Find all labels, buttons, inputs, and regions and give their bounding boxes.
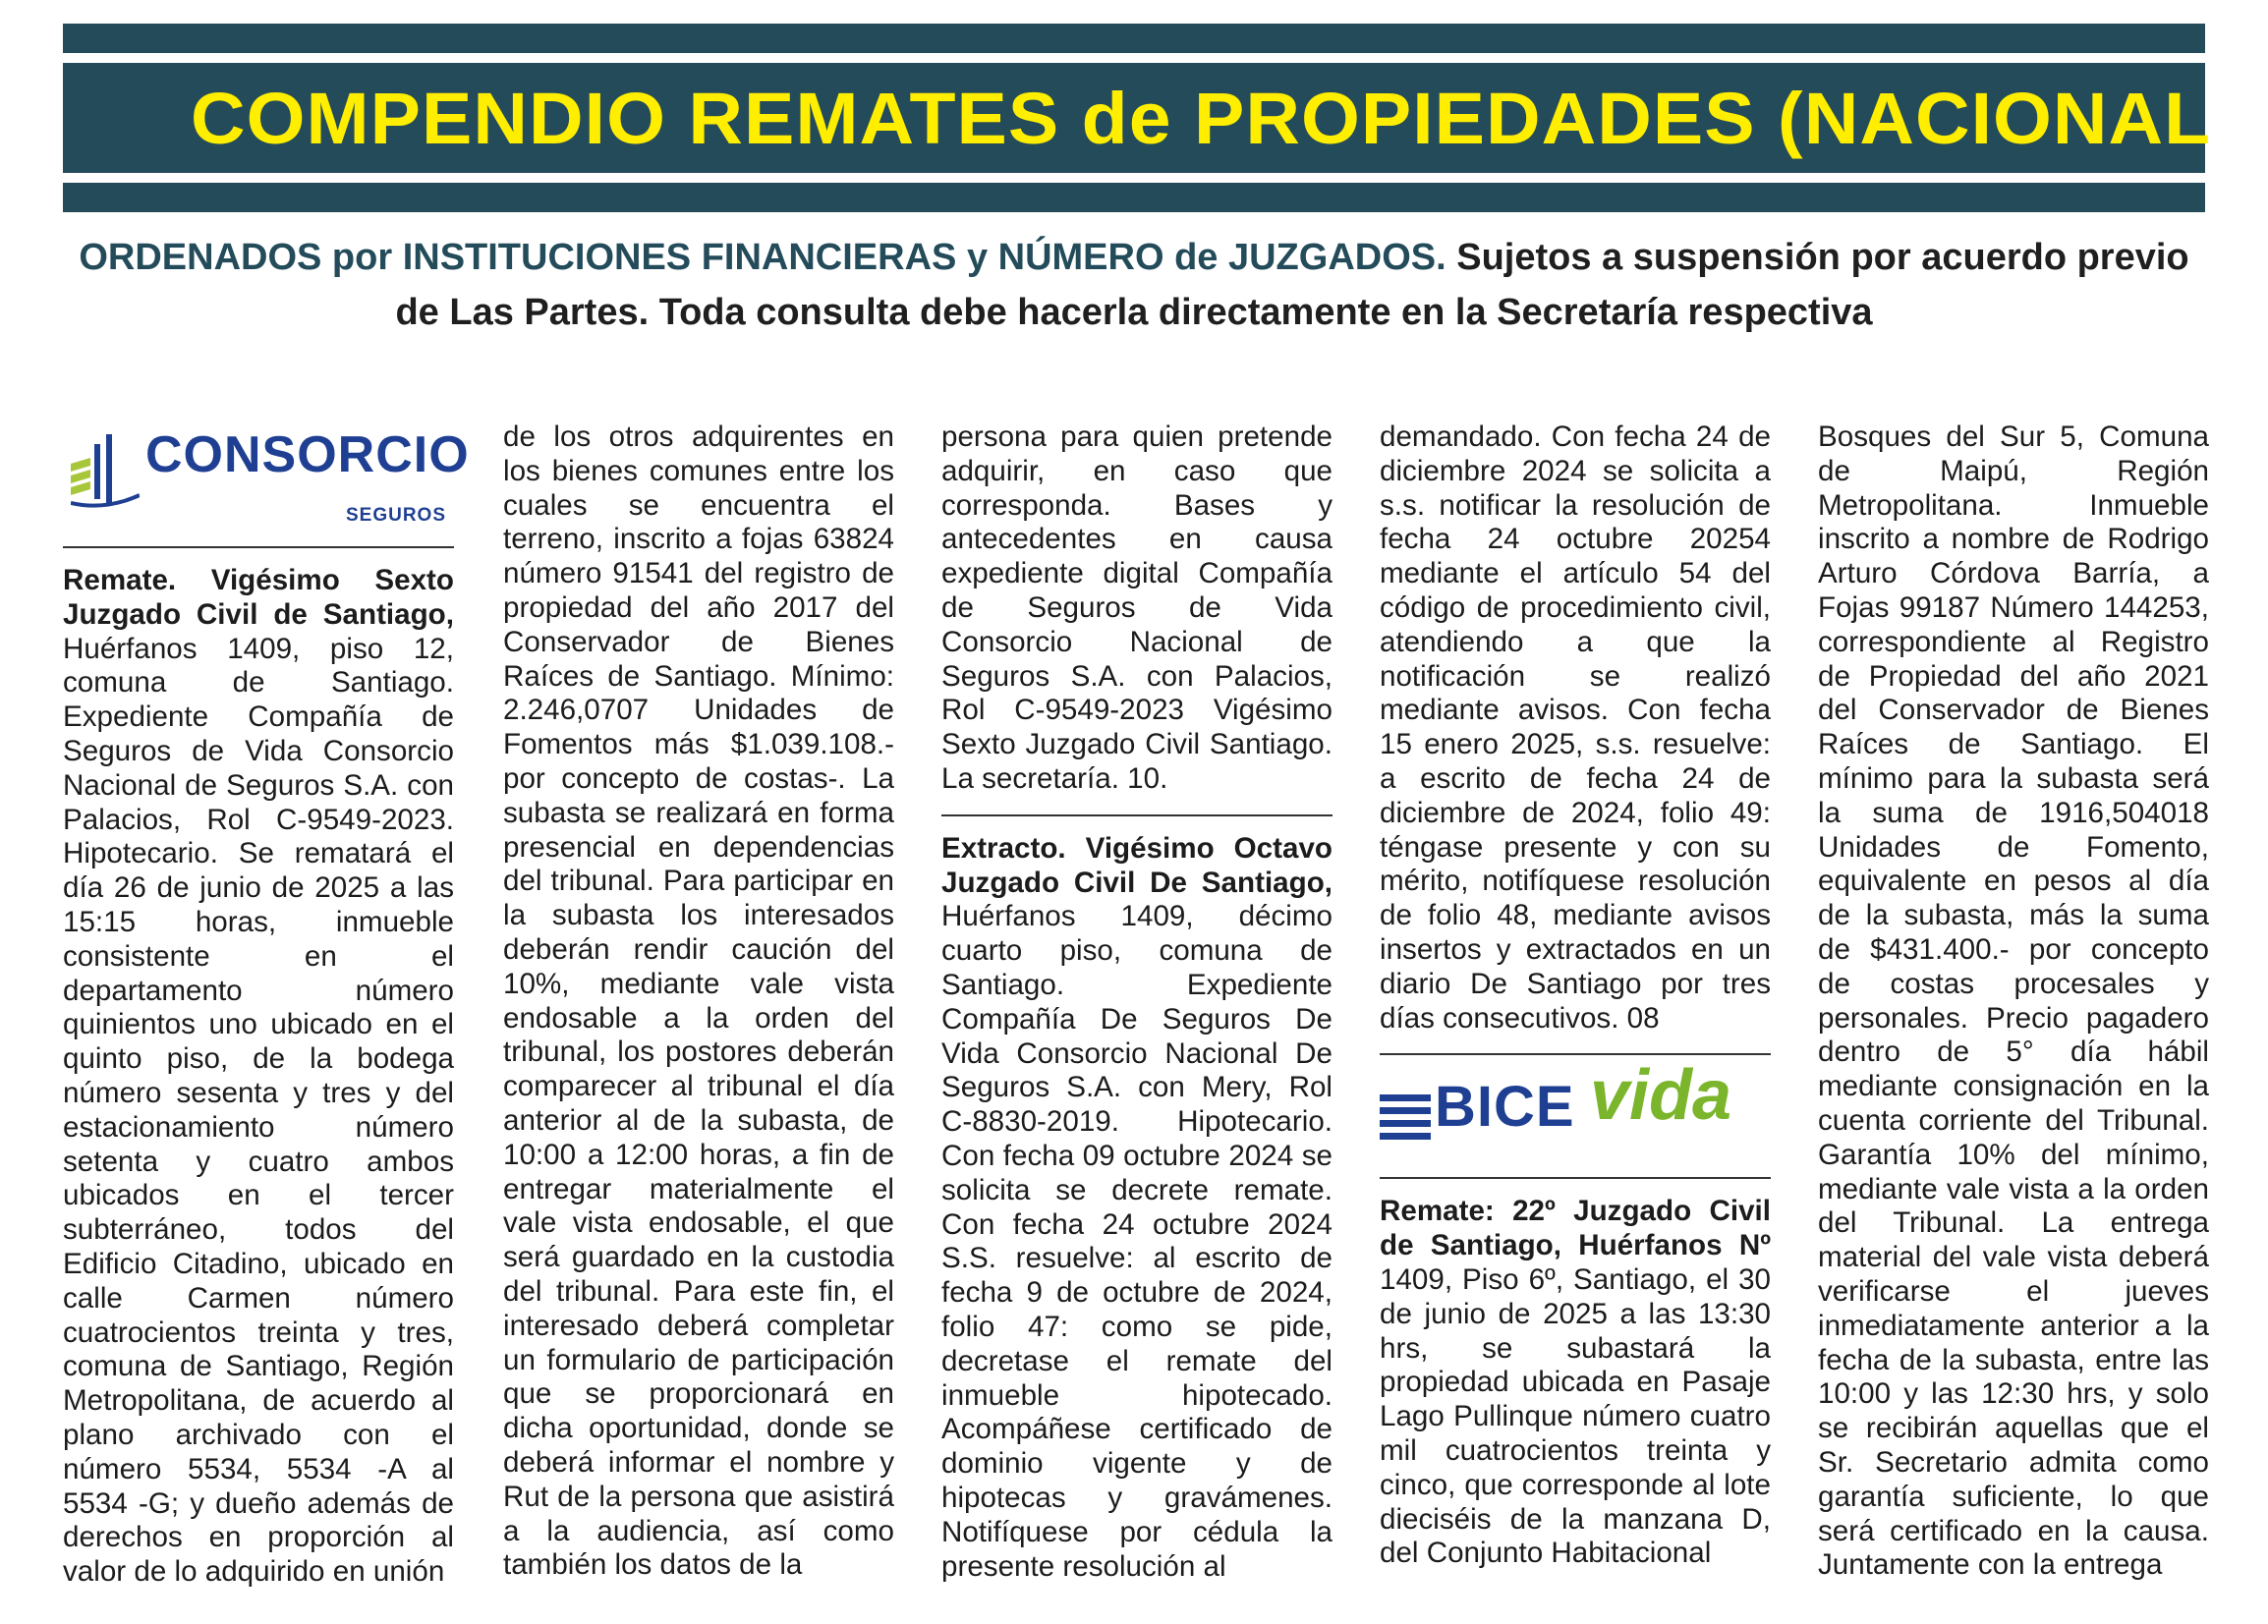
column-1	[63, 420, 470, 1599]
notice-1-heading: Remate. Vigésimo Sexto Juzgado Civil de Santiago,	[63, 564, 454, 631]
page-title: COMPENDIO REMATES de PROPIEDADES (NACIONAL	[191, 77, 2212, 159]
column-5	[1818, 420, 2209, 1599]
bice-vida-logo	[1380, 1056, 1771, 1159]
divider	[1380, 1053, 1771, 1055]
notice-1-body: Huérfanos 1409, piso 12, comuna de Santiago. Expediente Compañía de Seguros de Vida Consorcio Nacional de Seguros S.A. con Palacios, Rol C-9549-2023. Hipotecario. Se rematará el día 26 de junio de 2025 a las 15:15 horas, inmueble consistente en el departamento número quinientos uno ubicado en el quinto piso, de la bodega número sesenta y tres y del estacionamiento número setenta y cuatro ambos ubicados en el tercer subterráneo, todos del Edificio Citadino, ubicado en calle Carmen número cuatrocientos treinta y tres, comuna de Santiago, Región Metropolitana, de acuerdo al plano archivado con el número 5534, 5534 -A al 5534 -G; y dueño además de derechos en proporción al valor de lo adquirido en unión	[63, 632, 454, 1589]
banner-bottom-stripe	[63, 183, 2205, 212]
subtitle	[63, 230, 2205, 340]
bice-wordmark: BICE	[1435, 1075, 1575, 1140]
banner	[63, 63, 2212, 173]
notice-1-cont-a: de los otros adquirentes en los bienes comunes entre los cuales se encuentra el terreno, inscrito a fojas 63824 número 91541 del registro de propiedad del año 2017 del Conservador de Bienes Raíces de Santiago. Mínimo: 2.246,0707 Unidades de Fomentos más $1.039.108.- por concepto de costas-. La subasta se realizará en forma presencial en dependencias del tribunal. Para participar en la subasta los interesados deberán rendir caución del 10%, mediante vale vista endosable a la orden del tribunal, los postores deberán comparecer al tribunal el día anterior al de la subasta, de 10:00 a 12:00 horas, a fin de entregar materialmente el vale vista endosable, el que será guardado en la custodia del tribunal. Para este fin, el interesado deberá completar un formulario de participación que se proporcionará en dicha oportunidad, donde se deberá informar el nombre y Rut de la persona que asistirá a la audiencia, así como también los datos de la	[503, 420, 894, 1582]
notice-3-cont: Bosques del Sur 5, Comuna de Maipú, Región Metropolitana. Inmueble inscrito a nombre de Rodrigo Arturo Córdova Barría, a Fojas 99187 Número 144253, correspondiente al Registro de Propiedad del año 2021 del Conservador de Bienes Raíces de Santiago. El mínimo para la subasta será la suma de 1916,504018 Unidades de Fomento, equivalente en pesos al día de la subasta, más la suma de $431.400.- por concepto de costas procesales y personales. Precio pagadero dentro de 5° día hábil mediante consignación en la cuenta corriente del Tribunal. Garantía 10% del mínimo, mediante vale vista a la orden del Tribunal. La entrega material del vale vista deberá verificarse el jueves inmediatamente anterior a la fecha de la subasta, entre las 10:00 y las 12:30 hrs, y solo se recibirán aquellas que el Sr. Secretario admita como garantía suficiente, lo que será certificado en la causa. Juntamente con la entrega	[1818, 420, 2209, 1582]
notice-3	[1380, 1195, 1771, 1571]
consorcio-subtitle: SEGUROS	[345, 505, 446, 526]
consorcio-logo	[63, 420, 470, 529]
notice-2-body: Huérfanos 1409, décimo cuarto piso, comuna de Santiago. Expediente Compañía De Seguros De Vida Consorcio Nacional De Seguros S.A. con Mery, Rol C-8830-2019. Hipotecario. Con fecha 09 octubre 2024 se solicita se decrete remate. Con fecha 24 octubre 2024 S.S. resuelve: al escrito de fecha 9 de octubre de 2024, folio 47: como se pide, decretase el remate del inmueble hipotecado. Acompáñese certificado de dominio vigente y de hipotecas y gravámenes. Notifíquese por cédula la presente resolución al	[941, 900, 1332, 1583]
notice-1-cont-b: persona para quien pretende adquirir, en caso que corresponda. Bases y antecedentes en causa expediente digital Compañía de Seguros de Vida Consorcio Nacional de Seguros S.A. con Palacios, Rol C-9549-2023 Vigésimo Sexto Juzgado Civil Santiago. La secretaría. 10.	[941, 420, 1332, 795]
subtitle-rest: Sujetos a suspensión por acuerdo previo de Las Partes. Toda consulta debe hacerla directamente en la Secretaría respectiva	[395, 237, 2189, 333]
column-2	[503, 420, 894, 1599]
banner-top-stripe	[63, 24, 2205, 53]
notice-2-heading: Extracto. Vigésimo Octavo Juzgado Civil De Santiago,	[941, 831, 1332, 899]
notice-2-cont: demandado. Con fecha 24 de diciembre 2024 se solicita a s.s. notificar la resolución de fecha 24 octubre 20254 mediante el artículo 54 del código de procedimiento civil, atendiendo a que la notificación se realizó mediante avisos. Con fecha 15 enero 2025, s.s. resuelve: a escrito de fecha 24 de diciembre de 2024, folio 49: téngase presente y con su mérito, notifíquese resolución de folio 48, mediante avisos insertos y extractados en un diario De Santiago por tres días consecutivos. 08	[1380, 420, 1771, 1035]
divider	[63, 546, 454, 548]
consorcio-wordmark: CONSORCIO	[145, 426, 470, 483]
divider	[941, 814, 1332, 816]
vida-wordmark: vida	[1590, 1056, 1732, 1136]
column-3	[941, 420, 1332, 1599]
notice-3-heading: Remate: 22º Juzgado Civil de Santiago, Huérfanos Nº	[1380, 1195, 1771, 1262]
subtitle-highlight: ORDENADOS por INSTITUCIONES FINANCIERAS y NÚMERO de JUZGADOS.	[79, 237, 1446, 278]
consorcio-stairs-icon	[71, 430, 140, 509]
bice-lines-icon	[1380, 1091, 1431, 1142]
notice-2	[941, 832, 1332, 1585]
divider	[1380, 1177, 1771, 1179]
notice-3-body: 1409, Piso 6º, Santiago, el 30 de junio de 2025 a las 13:30 hrs, se subastará la propiedad ubicada en Pasaje Lago Pullinque número cuatro mil cuatrocientos treinta y cinco, que corresponde al lote dieciséis de la manzana D, del Conjunto Habitacional	[1380, 1262, 1771, 1570]
notice-1	[63, 564, 454, 1590]
column-4	[1380, 420, 1771, 1599]
